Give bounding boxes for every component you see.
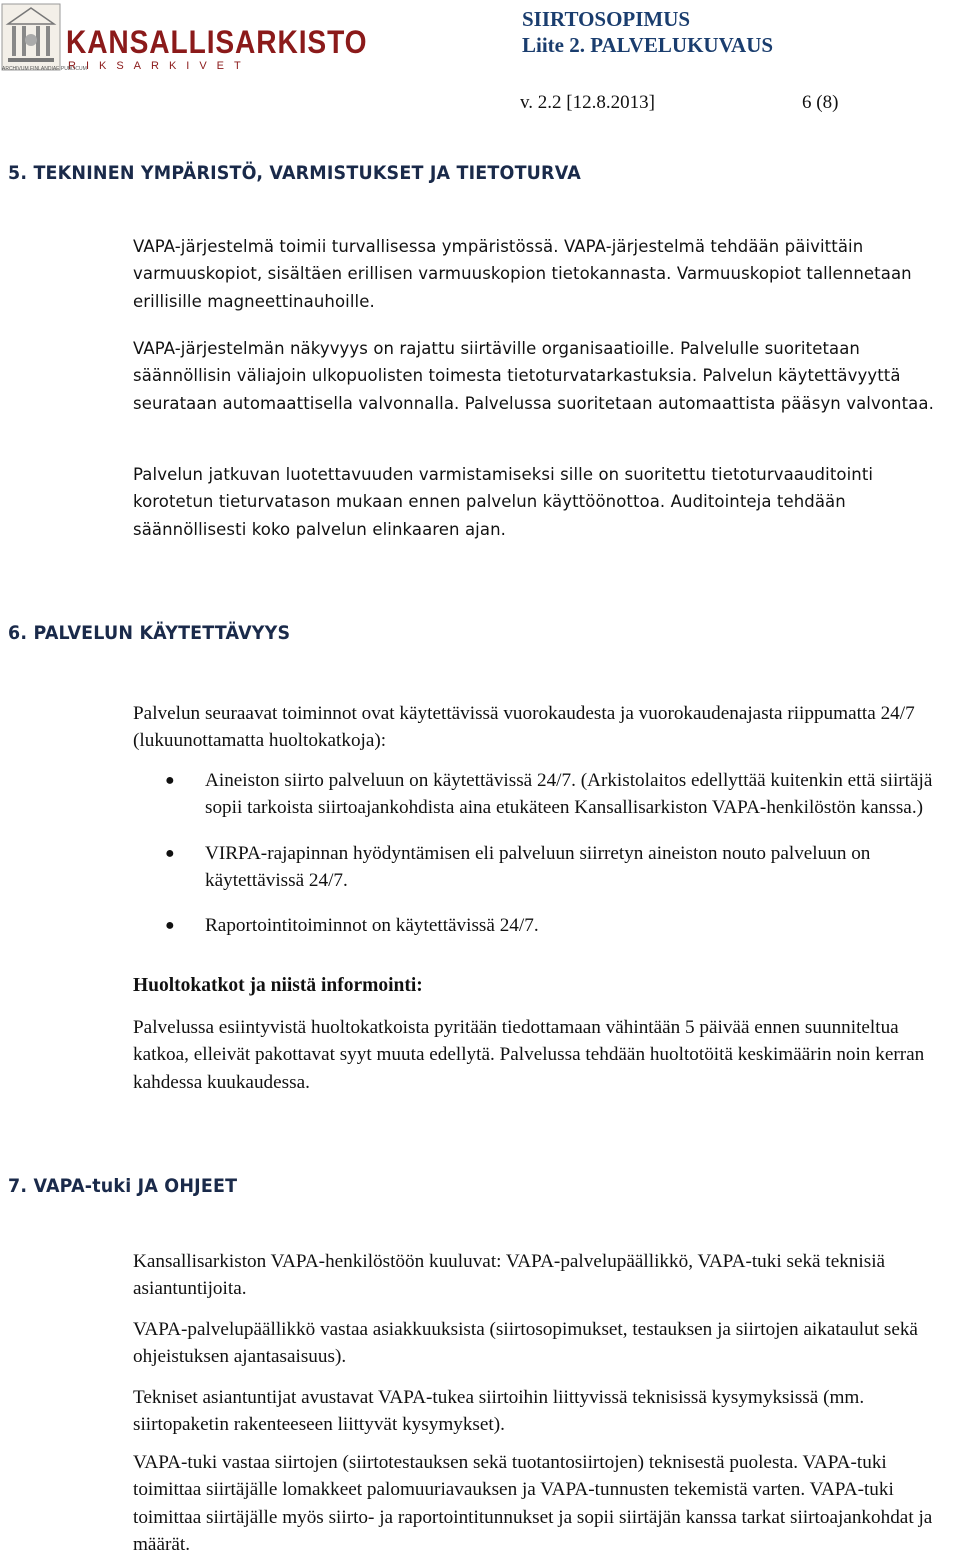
document-header	[522, 6, 910, 58]
version: v. 2.2 [12.8.2013]	[520, 92, 655, 113]
logo-subtitle: RIKSARKIVET	[68, 60, 251, 72]
maintenance-paragraph: Palvelussa esiintyvistä huoltokatkoista pyritään tiedottamaan vähintään 5 päivää ennen suunniteltua katkoa, elleivät pakottavat syyt muuta edellytä. Palvelussa tehdään huoltotöitä keskimäärin noin kerran kahdessa kuukaudessa.	[133, 1017, 925, 1093]
bullet-icon: ●	[165, 917, 175, 935]
document-subtitle: Liite 2. PALVELUKUVAUS	[522, 33, 774, 57]
section-7-paragraph-4: VAPA-tuki vastaa siirtojen (siirtotestauksen sekä tuotantosiirtojen) teknisestä puolesta. VAPA-tuki toimittaa siirtäjälle lomakkeet palomuuriavauksen ja VAPA-tunnusten tekemistä varten. VAPA-tuki toimittaa siirtäjälle myös siirto- ja raportointitunnukset ja sopii siirtäjän kanssa tarkat siirtoajankohdat ja määrät.	[133, 1452, 933, 1555]
section-5-heading: 5. TEKNINEN YMPÄRISTÖ, VARMISTUKSET JA TIETOTURVA	[8, 162, 581, 184]
section-7-paragraph-2: VAPA-palvelupäällikkö vastaa asiakkuuksista (siirtosopimukset, testauksen ja siirtojen aikataulut sekä ohjeistuksen ajantasaisuus).	[133, 1319, 918, 1368]
logo-name: KANSALLISARKISTO	[66, 24, 368, 60]
maintenance-subheading: Huoltokatkot ja niistä informointi:	[133, 975, 423, 996]
list-item: ● VIRPA-rajapinnan hyödyntämisen eli palveluun siirretyn aineiston nouto palveluun on käytettävissä 24/7.	[133, 840, 943, 895]
section-5-paragraph-1: VAPA-järjestelmä toimii turvallisessa ympäristössä. VAPA-järjestelmä tehdään päivittäin varmuuskopiot, sisältäen erillisen varmuuskopion tietokannasta. Varmuuskopiot tallennetaan erillisille magneettinauhoille.	[133, 237, 912, 311]
list-item: ● Raportointitoiminnot on käytettävissä 24/7.	[133, 912, 943, 939]
section-5-paragraph-2: VAPA-järjestelmän näkyvyys on rajattu siirtäville organisaatioille. Palvelulle suoritetaan säännöllisin väliajoin ulkopuolisten toimesta tietoturvatarkastuksia. Palvelun käytettävyyttä seurataan automaattisella valvonnalla. Palvelussa suoritetaan automaattista pääsyn valvontaa.	[133, 339, 934, 413]
page-number: 6 (8)	[802, 92, 839, 113]
section-6-heading: 6. PALVELUN KÄYTETTÄVYYS	[8, 622, 291, 644]
section-7-heading: 7. VAPA-tuki JA OHJEET	[8, 1175, 238, 1197]
section-5-paragraph-3: Palvelun jatkuvan luotettavuuden varmistamiseksi sille on suoritettu tietoturvaauditointi korotetun tieturvatason mukaan ennen palvelun käyttöönottoa. Auditointeja tehdään säännöllisesti koko palvelun elinkaaren ajan.	[133, 465, 874, 539]
bullet-icon: ●	[165, 844, 175, 862]
section-7-paragraph-3: Tekniset asiantuntijat avustavat VAPA-tukea siirtoihin liittyvissä teknisissä kysymyksissä (mm. siirtopaketin rakenteeseen liittyvät kysymykset).	[133, 1387, 865, 1436]
version-line	[520, 92, 920, 114]
bullet-icon: ●	[165, 772, 175, 789]
kansallisarkisto-logo	[0, 2, 368, 76]
logo-motto: ARCHIVUM FINLANDIAE PUBLICUM	[2, 66, 87, 72]
section-6-intro: Palvelun seuraavat toiminnot ovat käytettävissä vuorokaudesta ja vuorokaudenajasta riippumatta 24/7 (lukuunottamatta huoltokatkoja):	[133, 703, 915, 752]
document-title: SIIRTOSOPIMUS	[522, 7, 691, 31]
list-item: ● Aineiston siirto palveluun on käytettävissä 24/7. (Arkistolaitos edellyttää kuitenkin että siirtäjä sopii tarkoista siirtoajankohdista aina etukäteen Kansallisarkiston VAPA-henkilöstön kanssa.)	[133, 767, 943, 822]
archive-emblem-icon	[0, 2, 62, 74]
section-7-paragraph-1: Kansallisarkiston VAPA-henkilöstöön kuuluvat: VAPA-palvelupäällikkö, VAPA-tuki sekä teknisiä asiantuntijoita.	[133, 1251, 886, 1300]
availability-list	[133, 767, 943, 957]
